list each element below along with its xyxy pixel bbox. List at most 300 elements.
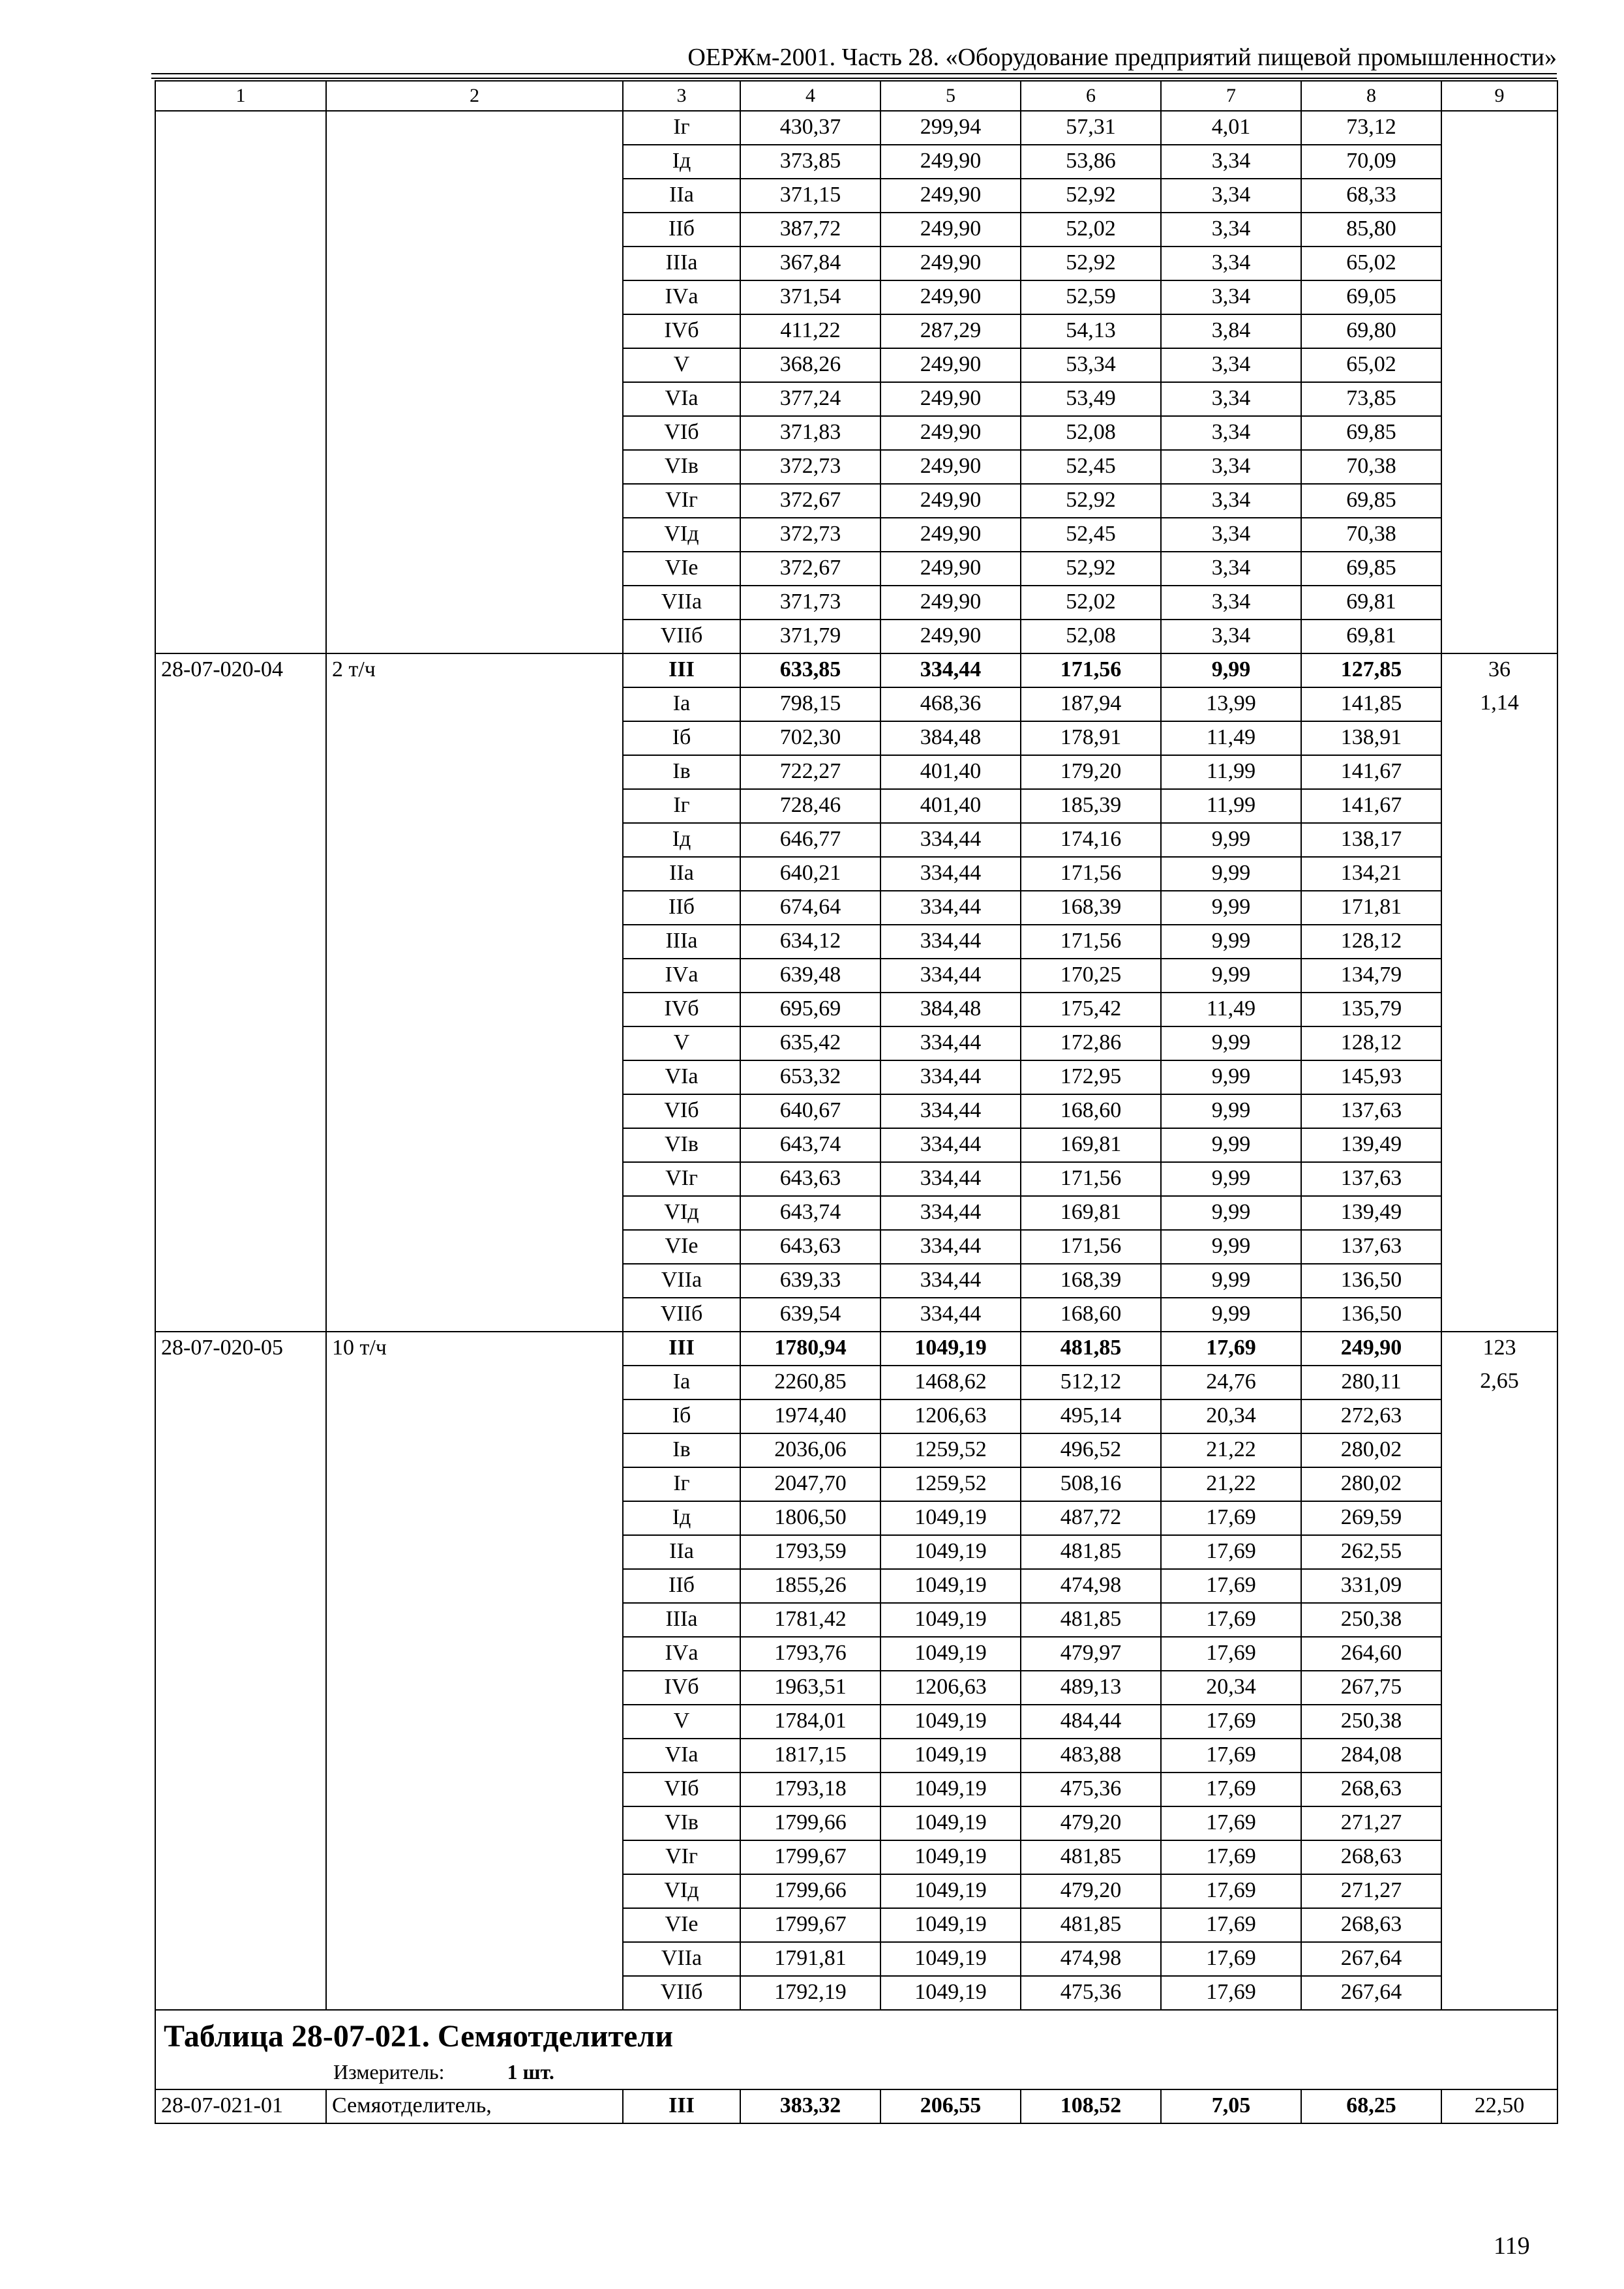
measure-label: Измеритель:	[333, 2060, 445, 2084]
total-cost-cell: 695,69	[740, 993, 880, 1026]
zone-cell: VIб	[623, 416, 740, 450]
column-number-cell: 9	[1441, 81, 1557, 111]
zone-cell: IIIа	[623, 925, 740, 959]
machinist-labor-cell: 1,14	[1441, 687, 1557, 1332]
wage-cell: 249,90	[880, 348, 1021, 382]
material-cost-cell: 271,27	[1301, 1806, 1441, 1840]
machine-cost-cell: 168,60	[1021, 1094, 1161, 1128]
machine-cost-cell: 171,56	[1021, 857, 1161, 891]
machine-wage-cell: 9,99	[1161, 1230, 1301, 1264]
machine-wage-cell: 17,69	[1161, 1908, 1301, 1942]
wage-cell: 1049,19	[880, 1603, 1021, 1637]
total-cost-cell: 674,64	[740, 891, 880, 925]
material-cost-cell: 268,63	[1301, 1908, 1441, 1942]
wage-cell: 249,90	[880, 518, 1021, 552]
machine-wage-cell: 17,69	[1161, 1332, 1301, 1366]
zone-cell: IVб	[623, 993, 740, 1026]
total-cost-cell: 640,67	[740, 1094, 880, 1128]
machine-wage-cell: 9,99	[1161, 925, 1301, 959]
zone-cell: VIIа	[623, 1264, 740, 1298]
machine-wage-cell: 17,69	[1161, 1942, 1301, 1976]
machine-cost-cell: 52,08	[1021, 620, 1161, 653]
total-cost-cell: 643,63	[740, 1230, 880, 1264]
machine-wage-cell: 17,69	[1161, 1501, 1301, 1535]
machine-cost-cell: 52,02	[1021, 586, 1161, 620]
machine-cost-cell: 474,98	[1021, 1942, 1161, 1976]
zone-cell: Iд	[623, 1501, 740, 1535]
machine-wage-cell: 3,34	[1161, 280, 1301, 314]
total-cost-cell: 367,84	[740, 247, 880, 280]
column-number-cell: 2	[326, 81, 623, 111]
material-cost-cell: 139,49	[1301, 1196, 1441, 1230]
page-number: 119	[1494, 2232, 1530, 2260]
wage-cell: 1049,19	[880, 1501, 1021, 1535]
zone-cell: VIIа	[623, 1942, 740, 1976]
machine-cost-cell: 489,13	[1021, 1671, 1161, 1705]
machine-cost-cell: 52,92	[1021, 179, 1161, 213]
material-cost-cell: 69,80	[1301, 314, 1441, 348]
zone-cell: VIд	[623, 518, 740, 552]
material-cost-cell: 69,05	[1301, 280, 1441, 314]
machine-wage-cell: 9,99	[1161, 1162, 1301, 1196]
machine-wage-cell: 17,69	[1161, 1569, 1301, 1603]
material-cost-cell: 128,12	[1301, 1026, 1441, 1060]
machine-wage-cell: 20,34	[1161, 1399, 1301, 1433]
wage-cell: 1049,19	[880, 1332, 1021, 1366]
material-cost-cell: 69,81	[1301, 620, 1441, 653]
wage-cell: 334,44	[880, 1196, 1021, 1230]
total-cost-cell: 634,12	[740, 925, 880, 959]
wage-cell: 299,94	[880, 111, 1021, 145]
machine-wage-cell: 3,34	[1161, 382, 1301, 416]
machine-cost-cell: 475,36	[1021, 1773, 1161, 1806]
machine-wage-cell: 17,69	[1161, 1840, 1301, 1874]
total-cost-cell: 728,46	[740, 789, 880, 823]
wage-cell: 384,48	[880, 993, 1021, 1026]
machine-cost-cell: 52,45	[1021, 518, 1161, 552]
machine-cost-cell: 57,31	[1021, 111, 1161, 145]
wage-cell: 249,90	[880, 280, 1021, 314]
zone-cell: Iд	[623, 823, 740, 857]
machine-cost-cell: 512,12	[1021, 1366, 1161, 1399]
material-cost-cell: 145,93	[1301, 1060, 1441, 1094]
total-cost-cell: 430,37	[740, 111, 880, 145]
zone-cell: VIа	[623, 1739, 740, 1773]
total-cost-cell: 371,73	[740, 586, 880, 620]
machine-wage-cell: 9,99	[1161, 891, 1301, 925]
zone-cell: VIд	[623, 1874, 740, 1908]
machine-wage-cell: 9,99	[1161, 823, 1301, 857]
total-cost-cell: 2047,70	[740, 1467, 880, 1501]
machine-wage-cell: 9,99	[1161, 1128, 1301, 1162]
wage-cell: 1259,52	[880, 1467, 1021, 1501]
machine-wage-cell: 3,34	[1161, 348, 1301, 382]
machine-cost-cell: 52,02	[1021, 213, 1161, 247]
material-cost-cell: 139,49	[1301, 1128, 1441, 1162]
zone-cell: VIа	[623, 1060, 740, 1094]
material-cost-cell: 65,02	[1301, 247, 1441, 280]
wage-cell: 206,55	[880, 2089, 1021, 2123]
machine-cost-cell: 52,59	[1021, 280, 1161, 314]
wage-cell: 1206,63	[880, 1671, 1021, 1705]
wage-cell: 334,44	[880, 1094, 1021, 1128]
zone-cell: VIг	[623, 1840, 740, 1874]
total-cost-cell: 1963,51	[740, 1671, 880, 1705]
machine-cost-cell: 481,85	[1021, 1603, 1161, 1637]
wage-cell: 334,44	[880, 925, 1021, 959]
total-cost-cell: 646,77	[740, 823, 880, 857]
total-cost-cell: 643,74	[740, 1196, 880, 1230]
total-cost-cell: 1806,50	[740, 1501, 880, 1535]
machine-wage-cell: 3,34	[1161, 586, 1301, 620]
total-cost-cell: 640,21	[740, 857, 880, 891]
total-cost-cell: 1793,59	[740, 1535, 880, 1569]
material-cost-cell: 137,63	[1301, 1230, 1441, 1264]
zone-cell: IVб	[623, 314, 740, 348]
material-cost-cell: 70,38	[1301, 518, 1441, 552]
labor-cell	[1441, 111, 1557, 653]
zone-cell: Iа	[623, 1366, 740, 1399]
total-cost-cell: 639,54	[740, 1298, 880, 1332]
total-cost-cell: 702,30	[740, 721, 880, 755]
total-cost-cell: 1781,42	[740, 1603, 880, 1637]
machine-cost-cell: 169,81	[1021, 1128, 1161, 1162]
machine-wage-cell: 9,99	[1161, 1060, 1301, 1094]
zone-cell: VIе	[623, 552, 740, 586]
machine-cost-cell: 53,49	[1021, 382, 1161, 416]
total-cost-cell: 411,22	[740, 314, 880, 348]
machine-wage-cell: 3,34	[1161, 416, 1301, 450]
material-cost-cell: 136,50	[1301, 1298, 1441, 1332]
machine-wage-cell: 11,49	[1161, 721, 1301, 755]
wage-cell: 468,36	[880, 687, 1021, 721]
wage-cell: 334,44	[880, 959, 1021, 993]
wage-cell: 334,44	[880, 1298, 1021, 1332]
total-cost-cell: 635,42	[740, 1026, 880, 1060]
wage-cell: 249,90	[880, 484, 1021, 518]
material-cost-cell: 68,25	[1301, 2089, 1441, 2123]
section-title-cell	[155, 2010, 1557, 2089]
zone-cell: VIIа	[623, 586, 740, 620]
machine-cost-cell: 171,56	[1021, 653, 1161, 687]
wage-cell: 287,29	[880, 314, 1021, 348]
machine-cost-cell: 52,92	[1021, 552, 1161, 586]
material-cost-cell: 280,02	[1301, 1467, 1441, 1501]
wage-cell: 249,90	[880, 247, 1021, 280]
column-number-row	[155, 81, 1557, 111]
table-row-main	[155, 1332, 1557, 1366]
machine-wage-cell: 9,99	[1161, 959, 1301, 993]
machine-cost-cell: 172,86	[1021, 1026, 1161, 1060]
wage-cell: 249,90	[880, 416, 1021, 450]
zone-cell: VIе	[623, 1230, 740, 1264]
zone-cell: V	[623, 348, 740, 382]
machine-wage-cell: 17,69	[1161, 1705, 1301, 1739]
name-cell: Семяотделитель,	[326, 2089, 623, 2123]
wage-cell: 1049,19	[880, 1874, 1021, 1908]
zone-cell: VIе	[623, 1908, 740, 1942]
column-number-cell: 3	[623, 81, 740, 111]
total-cost-cell: 1780,94	[740, 1332, 880, 1366]
machinist-labor-cell: 2,65	[1441, 1366, 1557, 2010]
measure-value: 1 шт.	[507, 2060, 554, 2084]
wage-cell: 249,90	[880, 586, 1021, 620]
machine-cost-cell: 168,60	[1021, 1298, 1161, 1332]
machine-cost-cell: 187,94	[1021, 687, 1161, 721]
zone-cell: Iг	[623, 111, 740, 145]
total-cost-cell: 639,33	[740, 1264, 880, 1298]
machine-cost-cell: 171,56	[1021, 1162, 1161, 1196]
machine-cost-cell: 172,95	[1021, 1060, 1161, 1094]
machine-wage-cell: 24,76	[1161, 1366, 1301, 1399]
material-cost-cell: 138,91	[1301, 721, 1441, 755]
machine-cost-cell: 174,16	[1021, 823, 1161, 857]
material-cost-cell: 136,50	[1301, 1264, 1441, 1298]
machine-cost-cell: 54,13	[1021, 314, 1161, 348]
wage-cell: 1049,19	[880, 1637, 1021, 1671]
machine-wage-cell: 17,69	[1161, 1739, 1301, 1773]
header-rule	[151, 73, 1557, 74]
wage-cell: 1049,19	[880, 1976, 1021, 2010]
material-cost-cell: 70,09	[1301, 145, 1441, 179]
material-cost-cell: 69,85	[1301, 416, 1441, 450]
material-cost-cell: 141,85	[1301, 687, 1441, 721]
wage-cell: 334,44	[880, 1162, 1021, 1196]
machine-cost-cell: 52,45	[1021, 450, 1161, 484]
wage-cell: 1049,19	[880, 1739, 1021, 1773]
material-cost-cell: 141,67	[1301, 755, 1441, 789]
column-number-cell: 6	[1021, 81, 1161, 111]
zone-cell: VIд	[623, 1196, 740, 1230]
wage-cell: 1049,19	[880, 1535, 1021, 1569]
total-cost-cell: 1784,01	[740, 1705, 880, 1739]
machine-cost-cell: 168,39	[1021, 891, 1161, 925]
column-number-cell: 8	[1301, 81, 1441, 111]
zone-cell: IIа	[623, 1535, 740, 1569]
total-cost-cell: 1817,15	[740, 1739, 880, 1773]
total-cost-cell: 1799,67	[740, 1908, 880, 1942]
machine-wage-cell: 17,69	[1161, 1773, 1301, 1806]
zone-cell: VIв	[623, 1806, 740, 1840]
zone-cell: VIб	[623, 1094, 740, 1128]
machine-wage-cell: 21,22	[1161, 1433, 1301, 1467]
wage-cell: 384,48	[880, 721, 1021, 755]
total-cost-cell: 377,24	[740, 382, 880, 416]
material-cost-cell: 250,38	[1301, 1603, 1441, 1637]
wage-cell: 249,90	[880, 382, 1021, 416]
wage-cell: 1468,62	[880, 1366, 1021, 1399]
machine-wage-cell: 9,99	[1161, 1264, 1301, 1298]
wage-cell: 334,44	[880, 1026, 1021, 1060]
machine-wage-cell: 3,34	[1161, 552, 1301, 586]
header-rule	[151, 78, 1557, 79]
material-cost-cell: 127,85	[1301, 653, 1441, 687]
zone-cell: IIа	[623, 179, 740, 213]
material-cost-cell: 267,75	[1301, 1671, 1441, 1705]
code-cell: 28-07-021-01	[155, 2089, 326, 2123]
total-cost-cell: 633,85	[740, 653, 880, 687]
total-cost-cell: 2260,85	[740, 1366, 880, 1399]
zone-cell: IVб	[623, 1671, 740, 1705]
machine-wage-cell: 17,69	[1161, 1535, 1301, 1569]
machine-wage-cell: 11,99	[1161, 755, 1301, 789]
total-cost-cell: 653,32	[740, 1060, 880, 1094]
total-cost-cell: 1855,26	[740, 1569, 880, 1603]
material-cost-cell: 141,67	[1301, 789, 1441, 823]
column-number-cell: 1	[155, 81, 326, 111]
table-row-main	[155, 653, 1557, 687]
total-cost-cell: 387,72	[740, 213, 880, 247]
machine-cost-cell: 496,52	[1021, 1433, 1161, 1467]
material-cost-cell: 65,02	[1301, 348, 1441, 382]
machine-cost-cell: 487,72	[1021, 1501, 1161, 1535]
machine-cost-cell: 53,86	[1021, 145, 1161, 179]
machine-cost-cell: 479,97	[1021, 1637, 1161, 1671]
machine-cost-cell: 495,14	[1021, 1399, 1161, 1433]
wage-cell: 249,90	[880, 145, 1021, 179]
total-cost-cell: 372,67	[740, 484, 880, 518]
total-cost-cell: 371,79	[740, 620, 880, 653]
machine-cost-cell: 52,92	[1021, 484, 1161, 518]
machine-wage-cell: 9,99	[1161, 1196, 1301, 1230]
table-row-main	[155, 2089, 1557, 2123]
zone-cell: IVа	[623, 1637, 740, 1671]
machine-cost-cell: 479,20	[1021, 1806, 1161, 1840]
material-cost-cell: 73,12	[1301, 111, 1441, 145]
measure-line	[156, 2057, 1557, 2086]
name-cell	[326, 111, 623, 653]
wage-cell: 334,44	[880, 823, 1021, 857]
machine-cost-cell: 175,42	[1021, 993, 1161, 1026]
labor-cell: 36	[1441, 653, 1557, 687]
total-cost-cell: 1799,66	[740, 1874, 880, 1908]
machine-cost-cell: 481,85	[1021, 1535, 1161, 1569]
zone-cell: III	[623, 653, 740, 687]
zone-cell: Iг	[623, 789, 740, 823]
machine-cost-cell: 52,92	[1021, 247, 1161, 280]
material-cost-cell: 137,63	[1301, 1094, 1441, 1128]
machine-cost-cell: 185,39	[1021, 789, 1161, 823]
machine-cost-cell: 171,56	[1021, 925, 1161, 959]
wage-cell: 1049,19	[880, 1942, 1021, 1976]
material-cost-cell: 171,81	[1301, 891, 1441, 925]
zone-cell: VIIб	[623, 620, 740, 653]
total-cost-cell: 372,73	[740, 450, 880, 484]
machine-wage-cell: 9,99	[1161, 1094, 1301, 1128]
machine-wage-cell: 3,34	[1161, 620, 1301, 653]
total-cost-cell: 2036,06	[740, 1433, 880, 1467]
total-cost-cell: 639,48	[740, 959, 880, 993]
machine-wage-cell: 11,99	[1161, 789, 1301, 823]
total-cost-cell: 371,54	[740, 280, 880, 314]
material-cost-cell: 249,90	[1301, 1332, 1441, 1366]
material-cost-cell: 280,11	[1301, 1366, 1441, 1399]
price-table-container	[155, 80, 1558, 2124]
zone-cell: VIб	[623, 1773, 740, 1806]
machine-wage-cell: 20,34	[1161, 1671, 1301, 1705]
code-cell	[155, 111, 326, 653]
total-cost-cell: 371,83	[740, 416, 880, 450]
page-header: ОЕРЖм-2001. Часть 28. «Оборудование предприятий пищевой промышленности»	[687, 44, 1557, 71]
total-cost-cell: 1799,67	[740, 1840, 880, 1874]
total-cost-cell: 1793,76	[740, 1637, 880, 1671]
machine-wage-cell: 3,34	[1161, 179, 1301, 213]
machine-wage-cell: 7,05	[1161, 2089, 1301, 2123]
machine-wage-cell: 17,69	[1161, 1603, 1301, 1637]
wage-cell: 401,40	[880, 755, 1021, 789]
machine-wage-cell: 3,34	[1161, 145, 1301, 179]
material-cost-cell: 264,60	[1301, 1637, 1441, 1671]
material-cost-cell: 268,63	[1301, 1773, 1441, 1806]
total-cost-cell: 1793,18	[740, 1773, 880, 1806]
total-cost-cell: 643,63	[740, 1162, 880, 1196]
table-row	[155, 111, 1557, 145]
column-number-cell: 7	[1161, 81, 1301, 111]
total-cost-cell: 1974,40	[740, 1399, 880, 1433]
material-cost-cell: 280,02	[1301, 1433, 1441, 1467]
machine-cost-cell: 108,52	[1021, 2089, 1161, 2123]
total-cost-cell: 1799,66	[740, 1806, 880, 1840]
zone-cell: VIIб	[623, 1298, 740, 1332]
machine-cost-cell: 170,25	[1021, 959, 1161, 993]
machine-wage-cell: 17,69	[1161, 1637, 1301, 1671]
material-cost-cell: 134,79	[1301, 959, 1441, 993]
machine-wage-cell: 4,01	[1161, 111, 1301, 145]
material-cost-cell: 267,64	[1301, 1942, 1441, 1976]
zone-cell: VIIб	[623, 1976, 740, 2010]
machine-cost-cell: 168,39	[1021, 1264, 1161, 1298]
wage-cell: 249,90	[880, 552, 1021, 586]
material-cost-cell: 269,59	[1301, 1501, 1441, 1535]
wage-cell: 249,90	[880, 179, 1021, 213]
total-cost-cell: 722,27	[740, 755, 880, 789]
machine-wage-cell: 17,69	[1161, 1806, 1301, 1840]
wage-cell: 1049,19	[880, 1840, 1021, 1874]
machine-cost-cell: 484,44	[1021, 1705, 1161, 1739]
total-cost-cell: 368,26	[740, 348, 880, 382]
material-cost-cell: 73,85	[1301, 382, 1441, 416]
total-cost-cell: 1792,19	[740, 1976, 880, 2010]
total-cost-cell: 383,32	[740, 2089, 880, 2123]
material-cost-cell: 284,08	[1301, 1739, 1441, 1773]
zone-cell: VIг	[623, 1162, 740, 1196]
machine-cost-cell: 53,34	[1021, 348, 1161, 382]
material-cost-cell: 331,09	[1301, 1569, 1441, 1603]
machine-cost-cell: 479,20	[1021, 1874, 1161, 1908]
material-cost-cell: 128,12	[1301, 925, 1441, 959]
wage-cell: 1049,19	[880, 1806, 1021, 1840]
total-cost-cell: 643,74	[740, 1128, 880, 1162]
machine-wage-cell: 3,34	[1161, 213, 1301, 247]
wage-cell: 249,90	[880, 213, 1021, 247]
machine-cost-cell: 483,88	[1021, 1739, 1161, 1773]
material-cost-cell: 69,85	[1301, 552, 1441, 586]
total-cost-cell: 372,73	[740, 518, 880, 552]
material-cost-cell: 250,38	[1301, 1705, 1441, 1739]
machine-cost-cell: 508,16	[1021, 1467, 1161, 1501]
material-cost-cell: 268,63	[1301, 1840, 1441, 1874]
price-table	[155, 80, 1558, 2124]
zone-cell: IIб	[623, 1569, 740, 1603]
machine-cost-cell: 481,85	[1021, 1332, 1161, 1366]
wage-cell: 1049,19	[880, 1773, 1021, 1806]
wage-cell: 334,44	[880, 1264, 1021, 1298]
material-cost-cell: 272,63	[1301, 1399, 1441, 1433]
zone-cell: Iв	[623, 1433, 740, 1467]
wage-cell: 249,90	[880, 620, 1021, 653]
wage-cell: 1049,19	[880, 1705, 1021, 1739]
zone-cell: III	[623, 2089, 740, 2123]
